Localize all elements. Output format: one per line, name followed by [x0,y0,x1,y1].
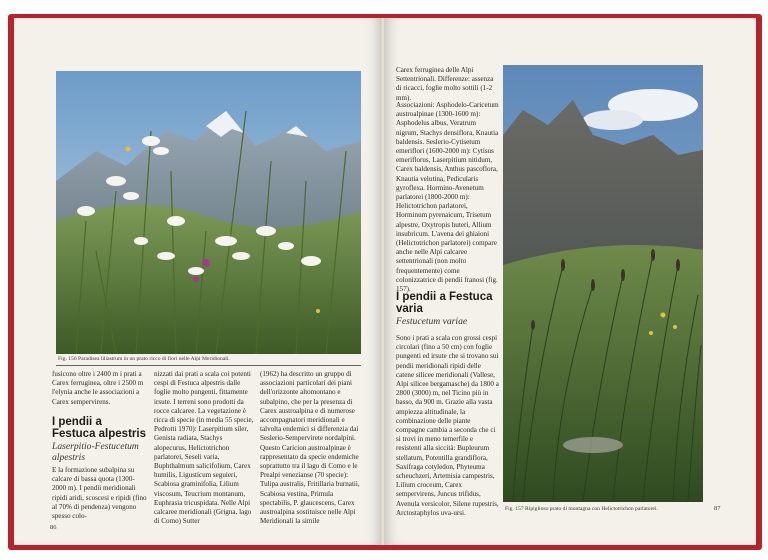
right-col-associations: Associazioni: Asphodelo-Caricetum austroalpinae (1300-1600 m): Asphodelus albus, Veratrum nigrum, Stachys densiflora, Knautia baldensis. Seslerio-Cytisetum emeriflori (1600-2000 m): Cytisus emeriflorus, Laserpitium nitidum, Carex baldensis, Anthus pascoflora, Knautia velutina, Pedicularis gyroflexa. Hormino-Avenetum parlatorei (1800-2000 m): Helictotrichon parlatorei, Horminum pyrenaicum, Trisetum alpestre, Oxytropis huteri, Allium insubricum. L'avena dei ghiaioni (Helictotrichon parlatorei) compare anche nelle Alpi calcaree settentrionali (non molto frequentemente) come colonizzatrice di pendii franosi (fig. 157). [396,101,499,294]
left-col1-body: E la formazione subalpina su calcare di bassa quota (1300-2000 m). I pendii meridionali ripidi aridi, scoscesi e ripidi (fino al 70% di pendenza) vengono spesso colo- [52,466,147,521]
right-col-body: Sono i prati a scala con grossi cespi circolari (fino a 50 cm) con foglie pungenti ed irsute che si trovano sui pendii meridionali ripidi delle catene silicee meridionali (Vallese, Alpi silicee bergamasche) da 1800 a 2800 (3000) m, nel Ticino più in basso, da 900 m. Grazie alla vasta ampiezza altitudinale, la combinazione delle piante compagne cambia a seconda che ci si trovi in meno temerfile e resistenti alla siccità: Bupleurum stellatum, Potentilla grandiflora, Saxifraga cotyledon, Phyteuma scheuchzeri, Artemisia campestris, Lilium croceum, Carex sempervirens, Juncus trifidus, Avenula versicolor, Silene rupestris, Arctostaphylos uva-ursi. [396,334,499,517]
right-section-subtitle: Festucetum variae [396,316,468,327]
right-page [384,18,756,545]
left-page-number: 86 [50,524,57,531]
left-photo-alpine-flowers [56,71,361,354]
left-section-subtitle: Laserpitio-Festucetum alpestris [52,441,139,463]
right-col-top: Carex ferruginea delle Alpi Settentrionali. Differenze: assenza di ricacci, foglie molto sottili (1-2 mm). [396,66,494,102]
left-col3: (1962) ha descritto un gruppo di associazioni particolari dei piani dell'orizzonte altomontano e subalpino, che per la presenza di Carex austroalpina e di numerose accompagnatori meridionali e talvolta endemici si differenzia dai Seslerio-Sempervirete nordalpini. Questo Caricion austroalpinae è rappresentato da specie endemiche soprattutto tra il lago di Como e le Prealpi venezianse (70 specie): Tulipa australis, Fritillaria burnatii, Scabiosa vestina, Primula spectabilis, P. glaucescens, Carex austroalpina sostituisce nelle Alpi Meridionali la simile [260,370,360,526]
left-col1-top: fusicono oltre i 2400 m i prati a Carex ferruginea, oltre i 2500 m l'elynia anche le associazioni a Carex sempervirens. [52,370,144,406]
right-figure-caption: Fig. 157 Ripiglioso prato di montagna con Helictotrichon parlatorei. [505,506,658,512]
right-photo-mountain-meadow [503,65,703,502]
left-col2: nizzati dai prati a scala coi potenti cespi di Festuca alpestris dalle foglie molto pungenti, fittamente irsute. I terreni sono prodotti da rocce calcaree. La vegetazione è ricca di specie (in media 55 specie, Pedrotti 1970): Laserpitium siler, Genista radiata, Stachys alopecurus, Helictotrichon parlatorei, Seseli varia, Buphthalmum salicifolium, Carex humilis, Ligusticum seguieri, Scabiosa graminifolia, Lilium viscosum, Teucrium montanum, Euphrasia tricuspidata. Nelle Alpi calcaree meridionali (Grigna, lago di Como) Sutter [154,370,254,526]
left-section-title: I pendii a Festuca alpestris [52,416,146,440]
left-page [14,18,382,545]
right-section-title: I pendii a Festuca varia [396,291,493,315]
left-figure-caption: Fig. 156 Paradisea liliastrum in un prato ricco di fiori nelle Alpi Meridionali. [58,356,230,362]
left-caption-rule [56,365,361,366]
right-page-number: 87 [714,505,721,512]
